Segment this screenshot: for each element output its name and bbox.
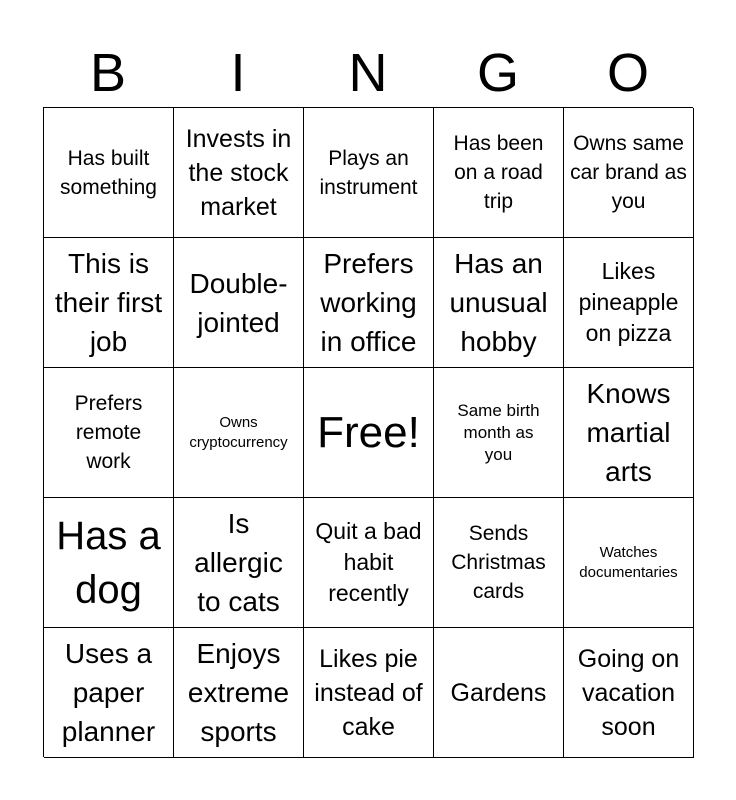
- cell-label: Has a dog: [56, 513, 161, 612]
- bingo-cell[interactable]: [434, 628, 564, 758]
- bingo-cell[interactable]: [174, 498, 304, 628]
- bingo-cell[interactable]: [434, 368, 564, 498]
- bingo-header: [43, 38, 693, 108]
- bingo-cell[interactable]: [304, 498, 434, 628]
- bingo-cell[interactable]: [44, 238, 174, 368]
- header-letter-o: O: [606, 43, 649, 103]
- bingo-cell[interactable]: [174, 238, 304, 368]
- cell-label: Has built something: [60, 146, 157, 199]
- bingo-cell[interactable]: [44, 108, 174, 238]
- cell-label: Owns same car brand as you: [570, 132, 687, 213]
- cell-label: Likes pineapple on pizza: [578, 258, 679, 346]
- header-letter-g: G: [476, 43, 519, 103]
- bingo-cell[interactable]: [434, 498, 564, 628]
- cell-label: Plays an instrument: [319, 146, 418, 199]
- cell-label: Watches documentaries: [579, 543, 678, 581]
- cell-label: Same birth month as you: [457, 400, 540, 464]
- bingo-cell[interactable]: [304, 628, 434, 758]
- cell-label: Quit a bad habit recently: [315, 518, 422, 606]
- cell-label: Enjoys extreme sports: [187, 638, 290, 747]
- cell-label: Double-jointed: [189, 267, 288, 338]
- bingo-cell[interactable]: [434, 108, 564, 238]
- bingo-cell[interactable]: [564, 628, 694, 758]
- free-space-label: Free!: [317, 407, 420, 457]
- bingo-cell[interactable]: [304, 108, 434, 238]
- cell-label: Is allergic to cats: [194, 508, 283, 617]
- cell-label: Has been on a road trip: [453, 132, 544, 213]
- cell-label: Gardens: [450, 678, 547, 707]
- bingo-cell[interactable]: [174, 628, 304, 758]
- bingo-cell[interactable]: [174, 108, 304, 238]
- header-letter-i: I: [230, 43, 246, 103]
- bingo-cell[interactable]: [174, 368, 304, 498]
- cell-label: Knows martial arts: [586, 378, 671, 487]
- bingo-cell[interactable]: [44, 628, 174, 758]
- cell-label: Invests in the stock market: [185, 124, 292, 221]
- cell-label: Prefers working in office: [320, 248, 417, 357]
- cell-label: Likes pie instead of cake: [314, 644, 423, 741]
- cell-label: Owns cryptocurrency: [189, 413, 288, 451]
- bingo-cell[interactable]: [44, 368, 174, 498]
- cell-label: This is their first job: [54, 248, 163, 357]
- cell-label: Has an unusual hobby: [449, 248, 548, 357]
- bingo-grid: [43, 107, 693, 757]
- cell-label: Uses a paper planner: [61, 638, 156, 747]
- bingo-cell[interactable]: [564, 108, 694, 238]
- cell-label: Prefers remote work: [74, 392, 143, 473]
- header-letter-b: B: [89, 43, 127, 103]
- header-letter-n: N: [348, 43, 388, 103]
- bingo-cell[interactable]: [564, 238, 694, 368]
- cell-label: Going on vacation soon: [577, 644, 680, 741]
- bingo-cell[interactable]: [304, 368, 434, 498]
- bingo-cell[interactable]: [434, 238, 564, 368]
- bingo-cell[interactable]: [304, 238, 434, 368]
- bingo-cell[interactable]: [564, 498, 694, 628]
- bingo-cell[interactable]: [44, 498, 174, 628]
- bingo-cell[interactable]: [564, 368, 694, 498]
- cell-label: Sends Christmas cards: [451, 522, 546, 603]
